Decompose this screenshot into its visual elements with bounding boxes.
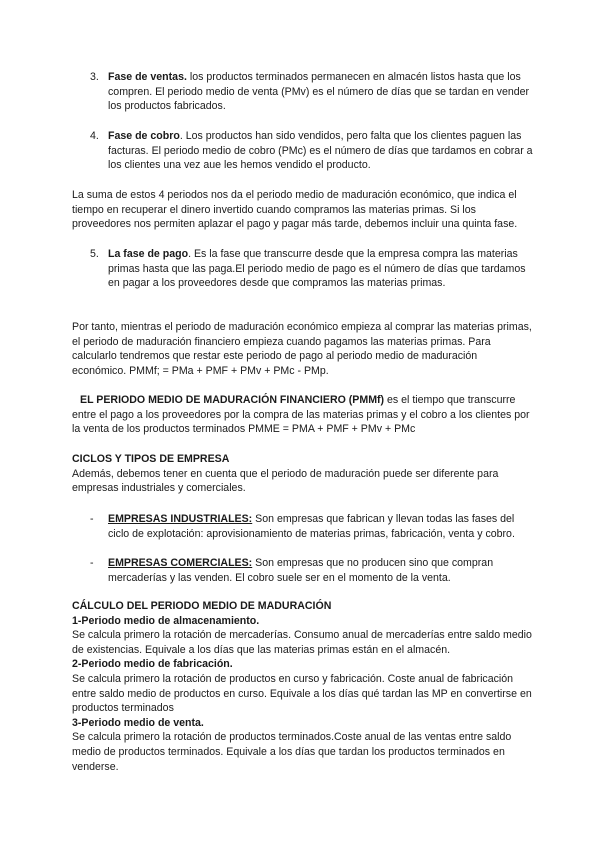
bullet-dash: - (90, 557, 94, 569)
list-item-fase-pago (90, 247, 534, 291)
list-item-text: . Es la fase que transcurre desde que la empresa compra las materias primas hasta que las paga.El periodo medio de pago es el número de días que tardamos en pagar a los proveedores desde que compramos las materias primas. (108, 248, 526, 290)
list-item-text: . Los productos han sido vendidos, pero falta que los clientes paguen las facturas. El periodo medio de cobro (PMc) es el número de días que tardamos en cobrar a los clientes una vez aue les hemos vendido el producto. (108, 130, 533, 172)
bullet-text: Son empresas que no producen sino que compran mercaderías y las venden. El cobro suele ser en el momento de la venta. (108, 557, 494, 584)
list-item-body (108, 70, 534, 114)
subsection-title-almacenamiento: 1-Periodo medio de almacenamiento. (72, 614, 260, 627)
section-heading-ciclos: CICLOS Y TIPOS DE EMPRESA (72, 453, 230, 465)
paragraph-suma-periodos: La suma de estos 4 periodos nos da el periodo medio de maduración económico, que indica el tiempo en recuperar el dinero invertido cuando compramos las materias primas. Si los proveedores nos permiten aplazar el pago y pagar más tarde, debemos incluir una quinta fase. (72, 189, 518, 231)
list-number: 5. (90, 248, 99, 260)
bullet-empresas-comerciales (90, 556, 534, 585)
subsection-title-venta: 3-Periodo medio de venta. (72, 716, 204, 729)
list-number: 4. (90, 130, 99, 142)
subsection-text-almacenamiento: Se calcula primero la rotación de mercaderías. Consumo anual de mercaderías entre saldo medio de existencias. Equivale a los días que las materias primas están en el almacén. (72, 629, 532, 656)
list-item-term: Fase de ventas. (108, 71, 187, 83)
section-heading-calculo: CÁLCULO DEL PERIODO MEDIO DE MADURACIÓN (72, 600, 332, 612)
bullet-empresas-industriales (90, 512, 534, 541)
bullet-term: EMPRESAS INDUSTRIALES: (108, 513, 253, 525)
subsection-text-fabricacion: Se calcula primero la rotación de productos en curso y fabricación. Coste anual de fabricación entre saldo medio de productos en curso. Equivale a los días qué tardan las MP en convertirse en productos terminados (72, 672, 532, 715)
bullet-text: Son empresas que fabrican y llevan todas las fases del ciclo de explotación: aprovisionamiento de materias primas, fabricación, venta y cobro. (108, 513, 515, 540)
list-item-body (108, 247, 534, 291)
subsection-title-fabricacion: 2-Periodo medio de fabricación. (72, 658, 233, 671)
bullet-term: EMPRESAS COMERCIALES: (108, 557, 253, 569)
paragraph-pmmf (72, 393, 534, 437)
section-calculo (72, 599, 534, 774)
list-item-term: La fase de pago (108, 248, 189, 260)
section-text-ciclos: Además, debemos tener en cuenta que el periodo de maduración puede ser diferente para empresas industriales y comerciales. (72, 467, 499, 495)
bullet-body (108, 512, 534, 541)
list-item-fase-cobro (90, 129, 534, 173)
pmmf-text: es el tiempo que transcurre entre el pago a los proveedores por la compra de las materias primas y el cobro a los clientes por la venta de los productos terminados PMME = PMA + PMF + PMv + PMc (72, 394, 530, 436)
list-item-body (108, 129, 534, 173)
list-item-term: Fase de cobro (108, 130, 180, 142)
paragraph-por-tanto: Por tanto, mientras el periodo de maduración económico empieza al comprar las materias primas, el periodo de maduración financiero empieza cuando pagamos las materias primas. Para calcularlo tendremos que restar este periodo de pago al periodo medio de maduración económico. PMMf; = PMa + PMF + PMv + PMc - PMp. (72, 321, 532, 377)
bullet-body (108, 556, 534, 585)
list-item-text: los productos terminados permanecen en almacén listos hasta que los compren. El periodo medio de venta (PMv) es el número de días que se tardan en vender los productos fabricados. (108, 71, 530, 113)
subsection-text-venta: Se calcula primero la rotación de productos terminados.Coste anual de las ventas entre saldo medio de productos terminados. Equivale a los días que tardan los productos terminados en venderse. (72, 731, 512, 773)
list-number: 3. (90, 71, 99, 83)
list-item-fase-ventas (90, 70, 534, 114)
section-ciclos (72, 452, 534, 496)
pmmf-term: EL PERIODO MEDIO DE MADURACIÓN FINANCIERO (PMMf) (80, 394, 385, 406)
bullet-dash: - (90, 513, 94, 525)
